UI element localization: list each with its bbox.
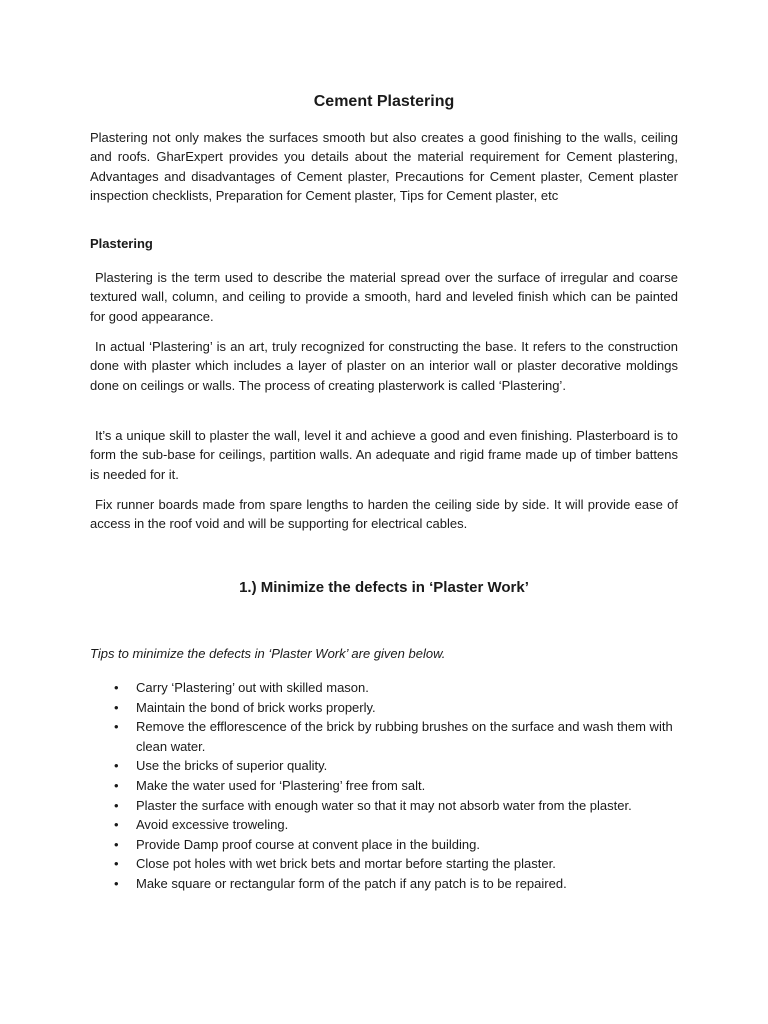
subheading-plastering: Plastering	[90, 236, 153, 251]
bullet-icon: •	[114, 836, 119, 852]
paragraph-definition: Plastering is the term used to describe the material spread over the surface of irregular and coarse textured wall, column, and ceiling to provide a smooth, hard and leveled finish which can be painted for good appearance.	[90, 270, 678, 324]
section-title: 1.) Minimize the defects in ‘Plaster Work’	[239, 579, 529, 596]
intro-paragraph: Plastering not only makes the surfaces smooth but also creates a good finishing to the walls, ceiling and roofs. GharExpert provides you details about the material requirement for Cement plastering, Advantages and disadvantages of Cement plaster, Precautions for Cement plaster, Cement plaster inspection checklists, Preparation for Cement plaster, Tips for Cement plaster, etc	[90, 130, 678, 204]
list-item-text: Plaster the surface with enough water so that it may not absorb water from the plaster.	[136, 797, 632, 813]
paragraph-art: In actual ‘Plastering’ is an art, truly recognized for constructing the base. It refers to the construction done with plaster which includes a layer of plaster on an interior wall or plaster decorative moldings done on ceilings or walls. The process of creating plasterwork is called ‘Plastering’.	[90, 339, 678, 393]
tips-list	[90, 678, 678, 894]
bullet-icon: •	[114, 680, 119, 695]
bullet-icon: •	[114, 817, 119, 833]
list-item	[90, 854, 678, 874]
paragraph-runner-boards: Fix runner boards made from spare lengths to harden the ceiling side by side. It will provide ease of access in the roof void and will be supporting for electrical cables.	[90, 497, 678, 532]
bullet-icon: •	[114, 758, 119, 774]
list-item	[90, 796, 678, 816]
list-item	[90, 717, 678, 756]
list-item-text: Provide Damp proof course at convent place in the building.	[136, 836, 480, 852]
list-item	[90, 756, 678, 776]
bullet-icon: •	[114, 856, 119, 872]
list-item	[90, 678, 678, 698]
bullet-icon: •	[114, 699, 119, 715]
list-item-text: Maintain the bond of brick works properly.	[136, 699, 376, 715]
bullet-icon: •	[114, 719, 119, 735]
list-item	[90, 698, 678, 718]
bullet-icon: •	[114, 797, 119, 813]
tips-intro: Tips to minimize the defects in ‘Plaster Work’ are given below.	[90, 646, 446, 661]
list-item	[90, 815, 678, 835]
list-item	[90, 776, 678, 796]
list-item	[90, 835, 678, 855]
list-item-text: Carry ‘Plastering’ out with skilled mason.	[136, 680, 369, 695]
document-title: Cement Plastering	[313, 93, 455, 110]
list-item-text: Close pot holes with wet brick bets and mortar before starting the plaster.	[136, 856, 556, 872]
bullet-icon: •	[114, 777, 119, 793]
list-item-text: Use the bricks of superior quality.	[136, 758, 328, 774]
list-item-text: Avoid excessive troweling.	[136, 817, 289, 833]
list-item	[90, 874, 678, 894]
list-item-text: Remove the efflorescence of the brick by rubbing brushes on the surface and wash them with clean water.	[136, 719, 673, 754]
list-item-text: Make the water used for ‘Plastering’ free from salt.	[136, 777, 426, 793]
paragraph-skill: It’s a unique skill to plaster the wall, level it and achieve a good and even finishing. Plasterboard is to form the sub-base for ceilings, partition walls. An adequate and rigid frame made up of timber battens is needed for it.	[90, 428, 678, 482]
bullet-icon: •	[114, 875, 119, 891]
list-item-text: Make square or rectangular form of the patch if any patch is to be repaired.	[136, 875, 567, 891]
